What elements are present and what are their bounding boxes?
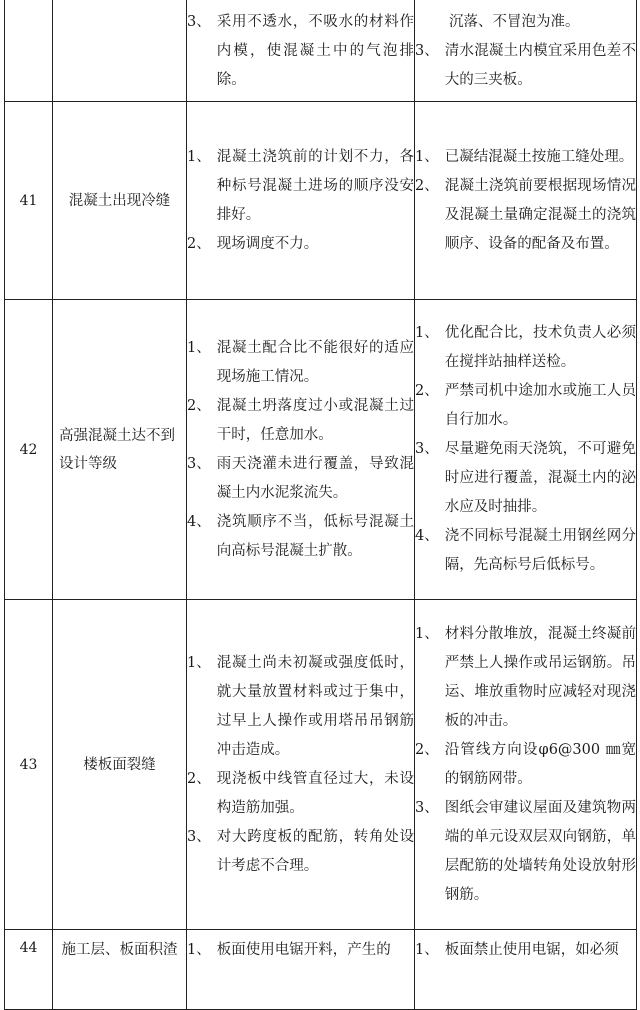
item-text: 雨天浇灌未进行覆盖，导致混凝土内水泥浆流失。 — [216, 455, 414, 501]
item-number: 3 、 — [187, 450, 211, 508]
issue-name: 混凝土出现冷缝 — [53, 102, 187, 300]
measures-cell — [415, 600, 637, 930]
item-text: 混凝土配合比不能很好的适应现场施工情况。 — [216, 339, 414, 385]
causes-cell — [187, 600, 415, 930]
item-number: 2 、 — [187, 765, 211, 823]
item-text: 对大跨度板的配筋，转角处设计考虑不合理。 — [216, 828, 414, 874]
cause-item — [187, 823, 414, 881]
measure-item — [415, 377, 636, 435]
item-number: 2 、 — [187, 230, 211, 259]
measure-continuation: 沉落、不冒泡为准。 — [449, 13, 580, 30]
row-number: 41 — [5, 102, 53, 300]
cause-item — [187, 8, 414, 95]
causes-cell — [187, 300, 415, 600]
item-number: 2 、 — [187, 392, 211, 450]
measure-item — [415, 172, 636, 259]
item-text: 优化配合比，技术负责人必须在搅拌站抽样送检。 — [444, 325, 636, 370]
item-text: 沿管线方向设φ6@300 ㎜宽的钢筋网带。 — [444, 741, 636, 787]
issue-name: 楼板面裂缝 — [53, 600, 187, 930]
item-text: 尽量避免雨天浇筑，不可避免时应进行覆盖，混凝土内的泌水应及时抽排。 — [444, 441, 636, 515]
item-text: 浇不同标号混凝土用钢丝网分隔，先高标号后低标号。 — [444, 528, 636, 573]
measure-item — [415, 736, 636, 794]
cause-item — [187, 392, 414, 450]
item-text: 浇筑顺序不当，低标号混凝土向高标号混凝土扩散。 — [216, 513, 414, 559]
cause-item — [187, 649, 414, 765]
item-text: 混凝土浇筑前要根据现场情况及混凝土量确定混凝土的浇筑顺序、设备的配备及布置。 — [444, 177, 636, 252]
item-text: 图纸会审建议屋面及建筑物两端的单元设双层双向钢筋，单层配筋的处墙转角处设放射形钢筋。 — [444, 799, 636, 903]
table-row — [5, 930, 637, 1010]
table-row — [5, 300, 637, 600]
item-text: 已凝结混凝土按施工缝处理。 — [444, 148, 634, 165]
issue-name: 施工层、板面积渣 — [53, 930, 187, 1010]
item-number: 3 、 — [415, 794, 439, 910]
table-row — [5, 600, 637, 930]
measure-item — [415, 620, 636, 736]
item-number: 1 、 — [187, 649, 211, 765]
item-text: 混凝土浇筑前的计划不力，各种标号混凝土进场的顺序没安排好。 — [216, 148, 414, 223]
measure-item — [415, 37, 636, 95]
measure-item — [415, 435, 636, 522]
item-number: 4 、 — [187, 508, 211, 566]
item-number: 1 、 — [415, 620, 439, 736]
item-number: 3 、 — [415, 435, 439, 522]
cause-item — [187, 143, 414, 230]
item-text: 材料分散堆放，混凝土终凝前严禁上人操作或吊运钢筋。吊运、堆放重物时应减轻对现浇板的冲击。 — [444, 625, 636, 729]
causes-cell — [187, 102, 415, 300]
measure-item — [415, 936, 636, 965]
issue-name: 高强混凝土达不到设计等级 — [53, 300, 187, 600]
row-number: 42 — [5, 300, 53, 600]
table-row — [5, 0, 637, 102]
measures-cell — [415, 102, 637, 300]
measure-item — [415, 794, 636, 910]
item-text: 现浇板中线管直径过大，未设构造筋加强。 — [216, 770, 414, 816]
item-number: 2 、 — [415, 736, 439, 794]
cause-item — [187, 765, 414, 823]
item-number: 2 、 — [415, 377, 439, 435]
row-number: 44 — [5, 930, 53, 1010]
cause-item — [187, 508, 414, 566]
item-text: 混凝土坍落度过小或混凝土过干时，任意加水。 — [216, 397, 414, 443]
causes-cell — [187, 930, 415, 1010]
issue-name — [53, 0, 187, 102]
item-number: 4 、 — [415, 522, 439, 580]
item-number: 3 、 — [187, 8, 211, 95]
item-number: 1 、 — [187, 143, 211, 230]
quality-issues-table — [4, 0, 637, 1010]
item-number: 3 、 — [187, 823, 211, 881]
cause-item — [187, 230, 414, 259]
measures-cell — [415, 300, 637, 600]
table-row — [5, 102, 637, 300]
item-text: 清水混凝土内模宜采用色差不大的三夹板。 — [444, 42, 636, 88]
measure-item — [415, 522, 636, 580]
item-number: 1 、 — [187, 334, 211, 392]
item-text: 混凝土尚未初凝或强度低时，就大量放置材料或过于集中，过早上人操作或用塔吊吊钢筋冲击造成。 — [216, 654, 414, 758]
cause-item — [187, 334, 414, 392]
measure-item — [415, 319, 636, 377]
item-text: 现场调度不力。 — [216, 235, 319, 252]
item-number: 2 、 — [415, 172, 439, 259]
item-number: 1 、 — [415, 143, 439, 172]
item-number: 1 、 — [415, 936, 439, 965]
item-text: 板面禁止使用电锯，如必须 — [444, 942, 619, 958]
measures-cell — [415, 0, 637, 102]
item-text: 严禁司机中途加水或施工人员自行加水。 — [444, 383, 636, 428]
row-number: 43 — [5, 600, 53, 930]
item-number: 3 、 — [415, 37, 439, 95]
row-number — [5, 0, 53, 102]
cause-item — [187, 450, 414, 508]
item-text: 采用不透水，不吸水的材料作内模，使混凝土中的气泡排除。 — [216, 13, 414, 88]
measure-item — [415, 143, 636, 172]
measures-cell — [415, 930, 637, 1010]
cause-item — [187, 936, 414, 965]
item-text: 板面使用电锯开料，产生的 — [216, 942, 391, 958]
item-number: 1 、 — [415, 319, 439, 377]
causes-cell — [187, 0, 415, 102]
item-number: 1 、 — [187, 936, 211, 965]
